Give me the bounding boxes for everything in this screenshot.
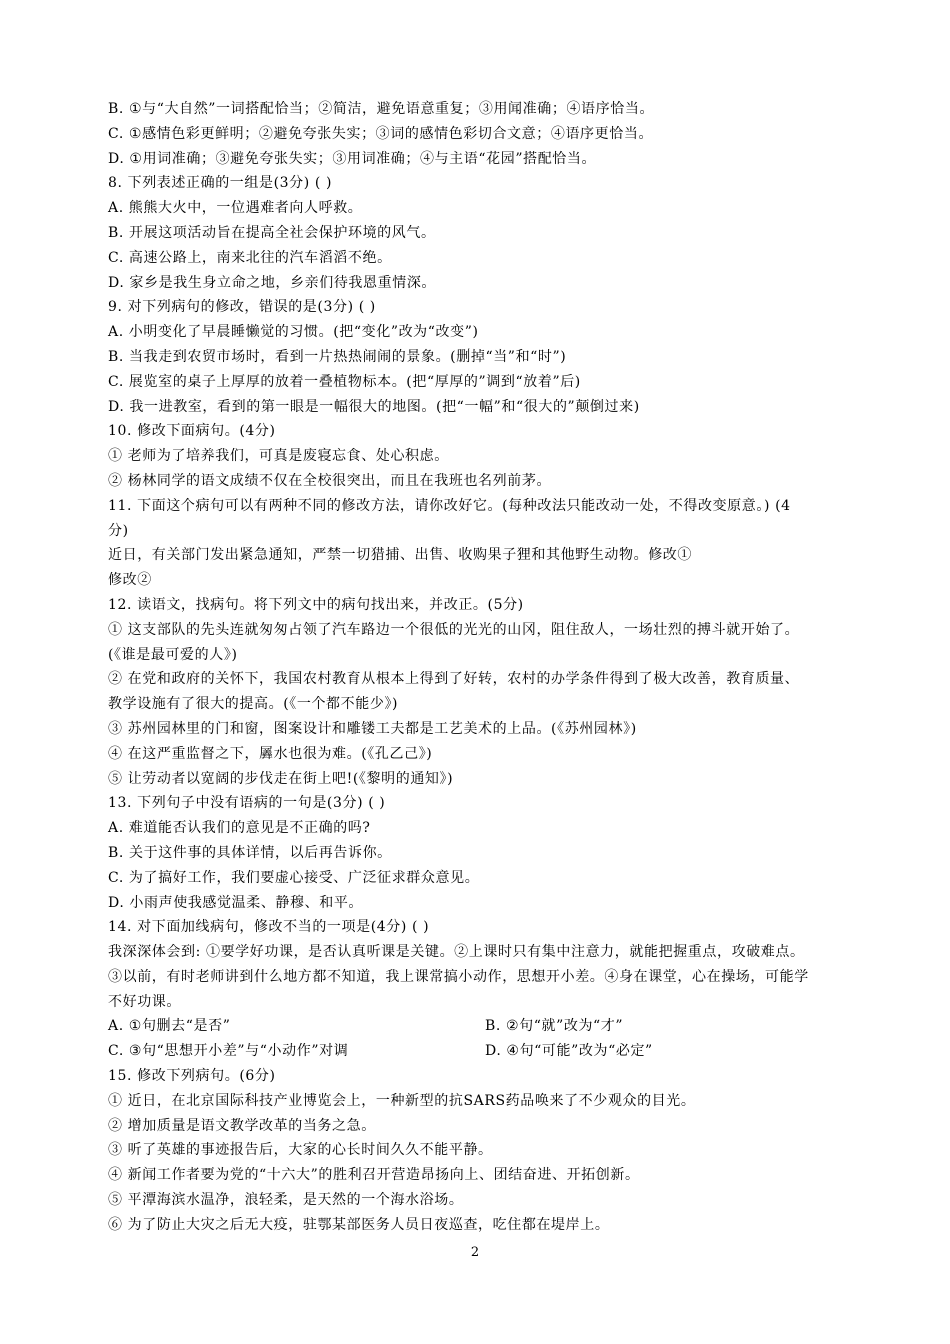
question-12-item-1-source: (《谁是最可爱的人》)	[108, 646, 238, 663]
question-15-item-5: ⑤ 平潭海滨水温净，浪轻柔，是天然的一个海水浴场。	[108, 1192, 464, 1209]
question-15-stem: 15. 修改下列病句。(6分)	[108, 1068, 276, 1085]
question-12-item-1: ① 这支部队的先头连就匆匆占领了汽车路边一个很低的光光的山冈，阻住敌人，一场壮烈的搏斗就开始了。	[108, 621, 800, 638]
question-8-option-c: C. 高速公路上，南来北往的汽车滔滔不绝。	[108, 249, 392, 266]
question-8-stem: 8. 下列表述正确的一组是(3分) ( )	[108, 175, 333, 192]
question-10-item-2: ② 杨林同学的语文成绩不仅在全校很突出，而且在我班也名列前茅。	[108, 472, 552, 489]
question-8-option-a: A. 熊熊大火中，一位遇难者向人呼救。	[108, 200, 363, 217]
question-15-item-4: ④ 新闻工作者要为党的“十六大”的胜利召开营造昂扬向上、团结奋进、开拓创新。	[108, 1167, 640, 1184]
question-13-option-a: A. 难道能否认我们的意见是不正确的吗?	[108, 820, 371, 837]
question-15-item-3: ③ 听了英雄的事迹报告后，大家的心长时间久久不能平静。	[108, 1142, 493, 1159]
question-14-option-d: D. ④句“可能”改为“必定”	[485, 1043, 653, 1060]
option-b-line: B. ①与“大自然”一词搭配恰当；②简洁，避免语意重复；③用闻准确；④语序恰当。	[108, 101, 655, 117]
question-14-passage-3: 不好功课。	[108, 993, 181, 1010]
question-9-stem: 9. 对下列病句的修改，错误的是(3分) ( )	[108, 299, 376, 316]
question-12-item-5: ⑤ 让劳动者以宽阔的步伐走在街上吧!(《黎明的通知》)	[108, 770, 454, 787]
question-12-item-2-cont: 教学设施有了很大的提高。(《一个都不能少》)	[108, 696, 399, 713]
question-10-item-1: ① 老师为了培养我们，可真是废寝忘食、处心积虑。	[108, 448, 449, 465]
question-14-option-c: C. ③句“思想开小差”与“小动作”对调	[108, 1043, 349, 1060]
question-15-item-2: ② 增加质量是语文教学改革的当务之急。	[108, 1117, 376, 1134]
question-10-stem: 10. 修改下面病句。(4分)	[108, 423, 276, 440]
question-14-option-a: A. ①句删去“是否”	[108, 1018, 231, 1035]
question-15-item-1: ① 近日，在北京国际科技产业博览会上，一种新型的抗SARS药品唤来了不少观众的目光。	[108, 1092, 696, 1109]
question-11-stem: 11. 下面这个病句可以有两种不同的修改方法，请你改好它。(每种改法只能改动一处，不得改变原意。) (4	[108, 497, 791, 514]
question-9-option-a: A. 小明变化了早晨睡懒觉的习惯。(把“变化”改为“改变”)	[108, 324, 479, 341]
question-8-option-b: B. 开展这项活动旨在提高全社会保护环境的风气。	[108, 224, 436, 241]
question-13-option-c: C. 为了搞好工作，我们要虚心接受、广泛征求群众意见。	[108, 869, 480, 886]
question-11-stem-cont: 分)	[108, 522, 129, 539]
question-14-stem: 14. 对下面加线病句，修改不当的一项是(4分) ( )	[108, 919, 430, 936]
question-14-options-cd	[108, 1039, 898, 1064]
question-9-option-c: C. 展览室的桌子上厚厚的放着一叠植物标本。(把“厚厚的”调到“放着”后)	[108, 373, 581, 390]
page-number: 2	[470, 1245, 480, 1260]
question-12-item-4: ④ 在这严重监督之下，羼水也很为难。(《孔乙己》)	[108, 745, 433, 762]
question-12-item-3: ③ 苏州园林里的门和窗，图案设计和雕镂工夫都是工艺美术的上品。(《苏州园林》)	[108, 720, 637, 737]
question-13-option-d: D. 小雨声使我感觉温柔、静穆、和平。	[108, 894, 364, 911]
question-15-item-6: ⑥ 为了防止大灾之后无大疫，驻鄂某部医务人员日夜巡查，吃住都在堤岸上。	[108, 1216, 610, 1233]
question-13-option-b: B. 关于这件事的具体详情，以后再告诉你。	[108, 844, 392, 861]
question-11-sentence: 近日，有关部门发出紧急通知，严禁一切猎捕、出售、收购果子狸和其他野生动物。修改①	[108, 547, 692, 564]
question-9-option-d: D. 我一进教室，看到的第一眼是一幅很大的地图。(把“一幅”和“很大的”颠倒过来)	[108, 398, 640, 415]
question-9-option-b: B. 当我走到农贸市场时，看到一片热热闹闹的景象。(删掉“当”和“时”)	[108, 348, 567, 365]
question-11-revision-2: 修改②	[108, 572, 152, 589]
question-14-passage-2: ③以前，有时老师讲到什么地方都不知道，我上课常搞小动作，思想开小差。④身在课堂，心在操场，可能学	[108, 968, 809, 985]
question-14-option-b: B. ②句“就”改为“才”	[485, 1018, 624, 1035]
option-d-line: D. ①用词准确；③避免夸张失实；③用词准确；④与主语“花园”搭配恰当。	[108, 150, 597, 167]
question-13-stem: 13. 下列句子中没有语病的一句是(3分) ( )	[108, 795, 386, 812]
question-8-option-d: D. 家乡是我生身立命之地，乡亲们待我恩重情深。	[108, 274, 437, 291]
question-14-options-ab	[108, 1014, 898, 1039]
option-c-line: C. ①感情色彩更鲜明；②避免夸张失实；③词的感情色彩切合文意；④语序更恰当。	[108, 125, 654, 142]
document-body	[108, 97, 898, 1238]
question-12-item-2: ② 在党和政府的关怀下，我国农村教育从根本上得到了好转，农村的办学条件得到了极大改善，教育质量、	[108, 671, 800, 688]
question-14-passage-1: 我深深体会到: ①要学好功课，是否认真听课是关键。②上课时只有集中注意力，就能把握重点，攻破难点。	[108, 944, 805, 961]
question-12-stem: 12. 读语文，找病句。将下列文中的病句找出来，并改正。(5分)	[108, 596, 524, 613]
